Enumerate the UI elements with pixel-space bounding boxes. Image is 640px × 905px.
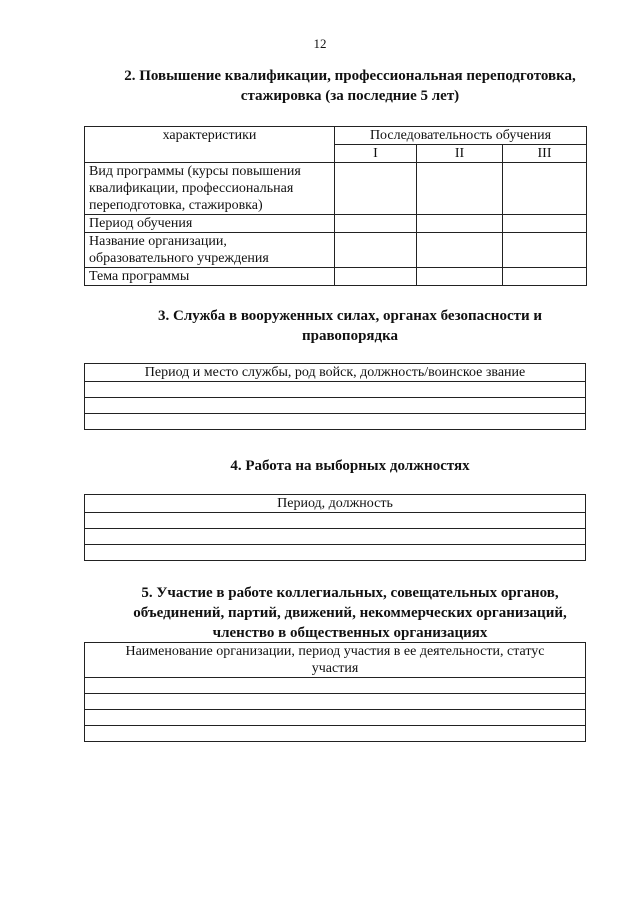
blank-row bbox=[85, 694, 586, 710]
row-label: Период обучения bbox=[85, 215, 335, 233]
military-service-table bbox=[84, 363, 586, 430]
sub-col-2: II bbox=[417, 145, 503, 163]
section-3-heading-line2: правопорядка bbox=[301, 328, 399, 344]
row-label-line: переподготовка, стажировка) bbox=[89, 198, 263, 213]
blank-row bbox=[85, 710, 586, 726]
section-5-heading-line3: членство в общественных организациях bbox=[212, 625, 488, 641]
row-label-line: квалификации, профессиональная bbox=[89, 181, 294, 196]
qualification-table bbox=[84, 126, 587, 286]
page-number: 12 bbox=[313, 36, 327, 51]
sub-col-1: I bbox=[335, 145, 417, 163]
blank-cell bbox=[417, 268, 503, 286]
section-4-heading-line: 4. Работа на выборных должностях bbox=[230, 458, 470, 474]
table-row bbox=[85, 268, 587, 286]
public-organizations-table bbox=[84, 642, 586, 742]
blank-row bbox=[85, 545, 586, 561]
table-header-line: Наименование организации, период участия в ее деятельности, статус bbox=[125, 644, 545, 659]
elected-positions-table bbox=[84, 494, 586, 561]
table-row bbox=[85, 163, 587, 215]
section-5-heading-line1: 5. Участие в работе коллегиальных, совещательных органов, bbox=[141, 585, 559, 601]
table-row bbox=[85, 215, 587, 233]
table-header-line: участия bbox=[311, 661, 359, 676]
blank-row bbox=[85, 726, 586, 742]
row-label-line: образовательного учреждения bbox=[89, 251, 269, 266]
row-label-line: Название организации, bbox=[89, 234, 227, 249]
blank-row bbox=[85, 414, 586, 430]
table-header: Период, должность bbox=[85, 495, 586, 513]
col-sequence-header: Последовательность обучения bbox=[335, 127, 587, 145]
row-label-line: Вид программы (курсы повышения bbox=[89, 164, 301, 179]
blank-cell bbox=[417, 215, 503, 233]
blank-cell bbox=[503, 215, 587, 233]
blank-cell bbox=[335, 215, 417, 233]
section-5-heading-line2: объединений, партий, движений, некоммерческих организаций, bbox=[133, 605, 567, 621]
section-2-heading-line1: 2. Повышение квалификации, профессиональная переподготовка, bbox=[124, 68, 576, 84]
section-4-heading bbox=[110, 456, 590, 476]
col-characteristics-header: характеристики bbox=[85, 127, 335, 163]
table-row bbox=[85, 233, 587, 268]
section-3-heading bbox=[110, 306, 590, 346]
blank-cell bbox=[503, 233, 587, 268]
section-5-heading bbox=[100, 583, 600, 643]
blank-cell bbox=[417, 163, 503, 215]
section-3-heading-line1: 3. Служба в вооруженных силах, органах безопасности и bbox=[157, 308, 543, 324]
row-label bbox=[85, 163, 335, 215]
blank-cell bbox=[503, 268, 587, 286]
blank-row bbox=[85, 382, 586, 398]
blank-row bbox=[85, 529, 586, 545]
blank-cell bbox=[335, 163, 417, 215]
blank-cell bbox=[503, 163, 587, 215]
row-label bbox=[85, 233, 335, 268]
blank-cell bbox=[335, 233, 417, 268]
sub-col-3: III bbox=[503, 145, 587, 163]
blank-row bbox=[85, 513, 586, 529]
blank-cell bbox=[417, 233, 503, 268]
row-label: Тема программы bbox=[85, 268, 335, 286]
table-header: Период и место службы, род войск, должность/воинское звание bbox=[85, 364, 586, 382]
blank-row bbox=[85, 398, 586, 414]
section-2-heading-line2: стажировка (за последние 5 лет) bbox=[240, 88, 460, 104]
table-header bbox=[85, 643, 586, 678]
blank-cell bbox=[335, 268, 417, 286]
section-2-heading bbox=[110, 66, 590, 106]
blank-row bbox=[85, 678, 586, 694]
